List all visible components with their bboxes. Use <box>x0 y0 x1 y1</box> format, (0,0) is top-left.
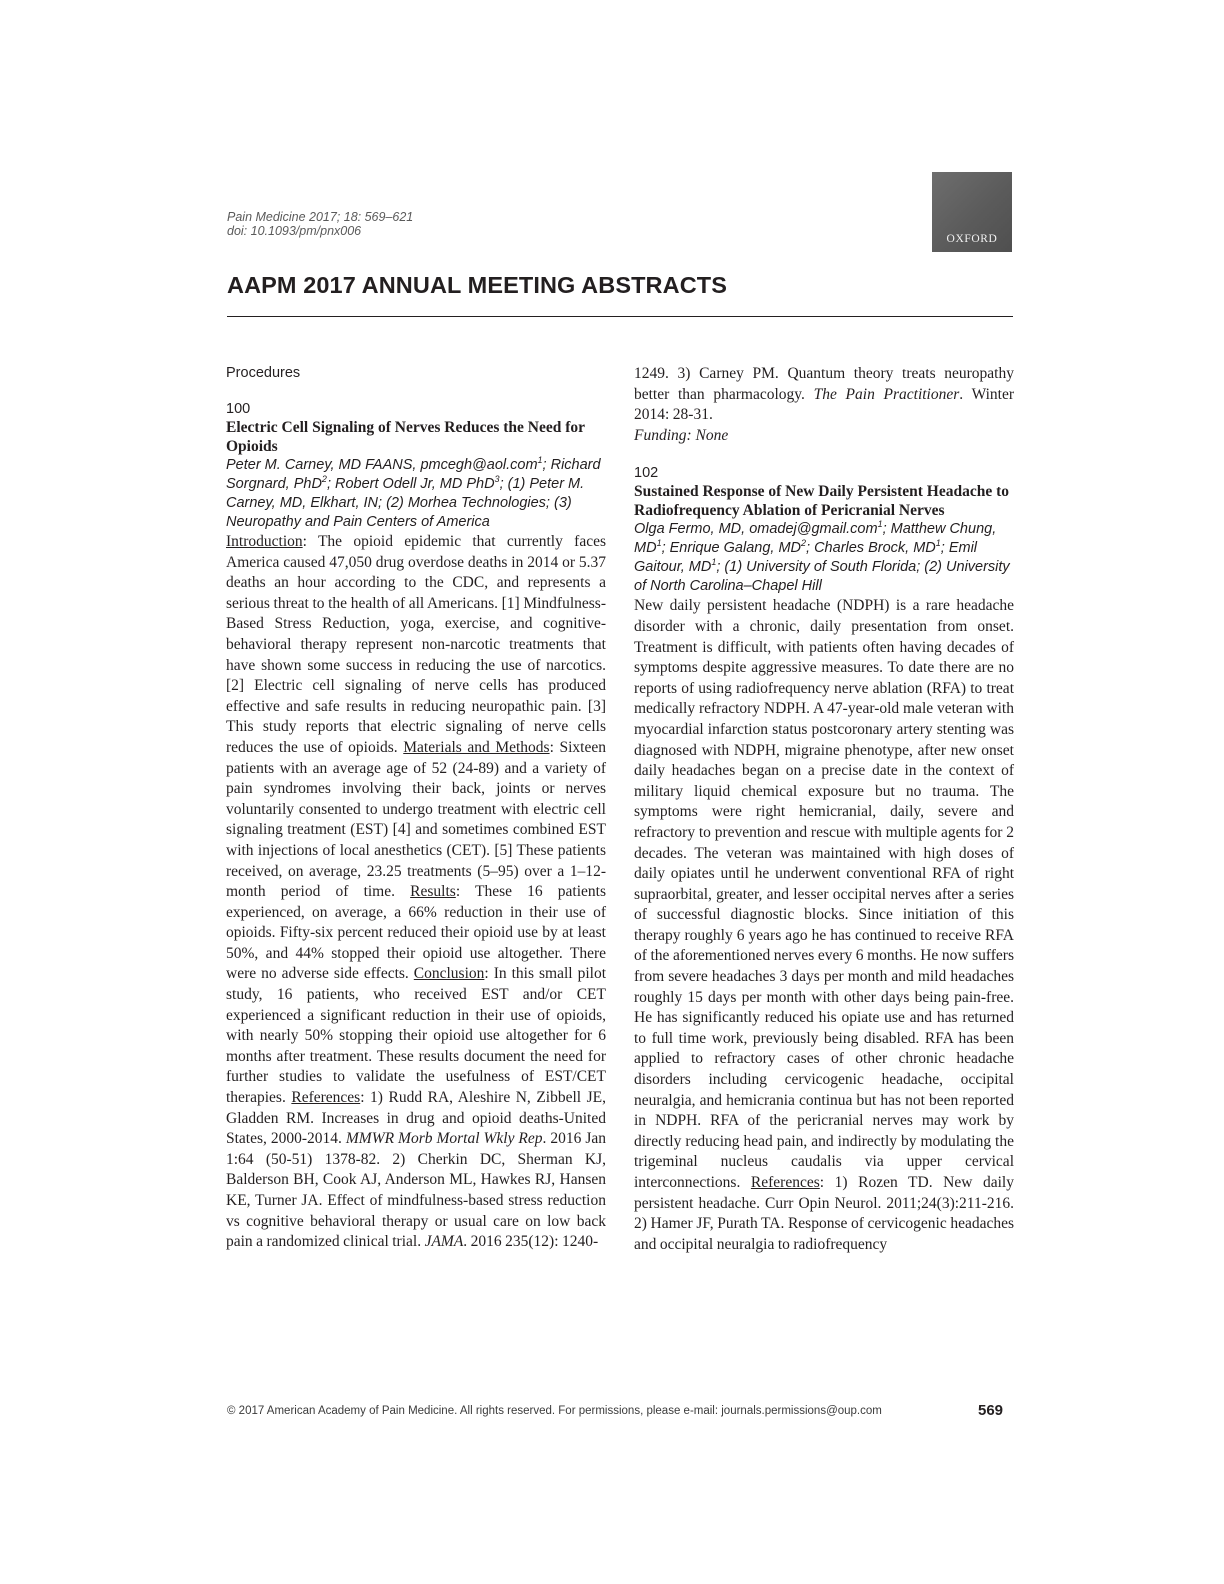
author-name: Peter M. Carney, MD FAANS, pmcegh@aol.com <box>226 457 538 473</box>
affiliation-marker: 2 <box>321 474 327 485</box>
abstract-number: 102 <box>634 465 659 482</box>
references-text: . 2016 235(12): 1240- <box>463 1233 599 1251</box>
abstract-authors <box>634 520 1014 596</box>
references-text: : 1) Rozen TD. New daily persistent headache. Curr Opin Neurol. 2011;24(3):211-216. 2) Hamer JF, Purath TA. Response of cervicogenic headaches and occipital neuralgia to radiofrequency <box>634 1174 1014 1253</box>
results-heading: Results <box>410 883 456 901</box>
journal-name: MMWR Morb Mortal Wkly Rep <box>345 1130 543 1148</box>
references-heading: References <box>291 1089 361 1107</box>
affiliation-marker: 1 <box>877 519 883 530</box>
abstract-text: New daily persistent headache (NDPH) is a rare headache disorder with a chronic, daily presentation from onset. Treatment is difficult, with patients often having decades of symptoms despite aggressive measures. To date there are no reports of using radiofrequency nerve ablation (RFA) to treat medically refractory NDPH. A 47-year-old male veteran with myocardial infarction status postcoronary artery stenting was diagnosed with NDPH, migraine phenotype, after new onset daily headaches began on a precise date in the context of military liquid chemical exposure but no trauma. The symptoms were right hemicranial, daily, severe and refractory to prevention and rescue with multiple agents for 2 decades. The veteran was maintained with high doses of daily opiates until he underwent conventional RFA of right supraorbital, greater, and lesser occipital nerves after a series of successful diagnostic blocks. Since initiation of this therapy roughly 6 years ago he has continued to receive RFA of the aforementioned nerves every 6 months. He now suffers from severe headaches 3 days per month and mild headaches roughly 15 days per month with other days being pain-free. He has significantly reduced his opiate use and has returned to full time work, previously being disabled. RFA has been applied to refractory cases of other chronic headache disorders including cervicogenic headache, occipital neuralgia, and hemicrania continua but has not been reported in NDPH. RFA of the pericranial nerves may work by directly reducing head pain, and indirectly by modulating the trigeminal nucleus caudalis via upper cervical interconnections. <box>634 597 1014 1191</box>
abstract-title: Electric Cell Signaling of Nerves Reduces the Need for Opioids <box>226 419 585 455</box>
journal-issue-line: Pain Medicine 2017; 18: 569–621 <box>227 210 414 224</box>
results-text: : These 16 patients experienced, on average, a 66% reduction in their use of opioids. Fifty-six percent reduced their opioid use by at least 50%, and 44% stopped their opioid use altogether. There were no adverse side effects. <box>226 883 607 983</box>
abstract-body <box>226 532 606 1253</box>
publisher-logo <box>932 172 1012 252</box>
author-name: ; Enrique Galang, MD <box>661 540 802 557</box>
abstract-number: 100 <box>226 401 251 417</box>
conclusion-heading: Conclusion <box>413 965 485 983</box>
abstract-body <box>634 596 1014 1255</box>
author-name: Olga Fermo, MD, omadej@gmail.com <box>634 521 878 538</box>
journal-name: JAMA <box>424 1233 464 1251</box>
affiliation-marker: 1 <box>711 557 717 568</box>
journal-name: The Pain Practitioner <box>813 385 960 403</box>
journal-citation <box>227 210 413 238</box>
references-text: . 2016 Jan 1:64 (50-51) 1378-82. 2) Cherkin DC, Sherman KJ, Balderson BH, Cook AJ, Anderson ML, Hawkes RJ, Hansen KE, Turner JA. Effect of mindfulness-based stress reduction vs cognitive behavioral therapy or usual care on low back pain a randomized clinical trial. <box>226 1130 606 1251</box>
methods-text: : Sixteen patients with an average age of 52 (24-89) and a variety of pain syndromes involving their back, joints or nerves voluntarily consented to undergo treatment with electric cell signaling treatment (EST) [4] and sometimes combined EST with injections of local anesthetics (CET). [5] These patients received, on average, 23.25 treatments (5–95) over a 1–12-month period of time. <box>226 738 606 901</box>
publisher-logo-text: OXFORD <box>946 233 998 245</box>
abstract-continuation <box>634 364 1014 426</box>
conclusion-text: : In this small pilot study, 16 patients, who received EST and/or CET experienced a significant reduction in their use of opioids, with nearly 50% stopping their opioid use altogether for 6 months after treatment. These results document the need for further studies to validate the usefulness of EST/CET therapies. <box>226 965 606 1107</box>
author-name: ; Charles Brock, MD <box>806 540 936 557</box>
affiliation-marker: 1 <box>537 455 543 466</box>
references-text: 1249. 3) Carney PM. Quantum theory treats neuropathy better than pharmacology. <box>634 365 1014 403</box>
title-divider <box>227 316 1013 317</box>
author-name: ; Matthew Chung, MD <box>634 521 997 557</box>
references-heading: References <box>750 1174 820 1191</box>
affiliation-marker: 1 <box>935 538 941 549</box>
references-text: . Winter 2014: 28-31. <box>634 385 1014 424</box>
affiliation-marker: 2 <box>801 538 807 549</box>
author-name: ; Robert Odell Jr, MD PhD <box>326 476 495 492</box>
spacer <box>634 446 1014 464</box>
author-name: ; Emil Gaitour, MD <box>634 540 978 576</box>
section-heading: Procedures <box>226 365 301 381</box>
author-affiliations: ; (1) Peter M. Carney, MD, Elkhart, IN; (2) Morhea Technologies; (3) Neuropathy and Pain Centers of America <box>226 476 585 530</box>
author-affiliations: ; (1) University of South Florida; (2) University of North Carolina–Chapel Hill <box>634 559 1010 595</box>
methods-heading: Materials and Methods <box>403 738 550 756</box>
funding-statement: Funding: None <box>634 426 729 444</box>
left-column <box>226 364 606 1253</box>
copyright-notice: © 2017 American Academy of Pain Medicine. All rights reserved. For permissions, please e-mail: journals.permissions@oup.com <box>227 1405 882 1417</box>
abstract-authors <box>226 456 606 532</box>
page-title: AAPM 2017 ANNUAL MEETING ABSTRACTS <box>227 272 727 298</box>
abstract-title: Sustained Response of New Daily Persistent Headache to Radiofrequency Ablation of Pericranial Nerves <box>634 483 1009 520</box>
affiliation-marker: 3 <box>494 474 500 485</box>
doi-line: doi: 10.1093/pm/pnx006 <box>227 224 362 238</box>
right-column <box>634 364 1014 1255</box>
affiliation-marker: 1 <box>656 538 662 549</box>
author-name: Richard Sorgnard, PhD <box>226 457 601 492</box>
references-text: : 1) Rudd RA, Aleshire N, Zibbell JE, Gladden RM. Increases in drug and opioid deaths-United States, 2000-2014. <box>226 1089 607 1148</box>
page-number: 569 <box>978 1402 1004 1419</box>
author-separator: ; <box>542 457 547 473</box>
intro-heading: Introduction <box>226 533 303 550</box>
intro-text: : The opioid epidemic that currently faces America caused 47,050 drug overdose deaths in 2014 or 5.37 deaths an hour according to the CDC, and represents a serious threat to the health of all Americans. [1] Mindfulness-Based Stress Reduction, yoga, exercise, and cognitive-behavioral therapy represent non-narcotic treatments that have shown some success in reducing the use of narcotics. [2] Electric cell signaling of nerve cells has produced effective and safe results in reducing neuropathic pain. [3] This study reports that electric signaling of nerve cells reduces the use of opioids. <box>226 533 606 756</box>
